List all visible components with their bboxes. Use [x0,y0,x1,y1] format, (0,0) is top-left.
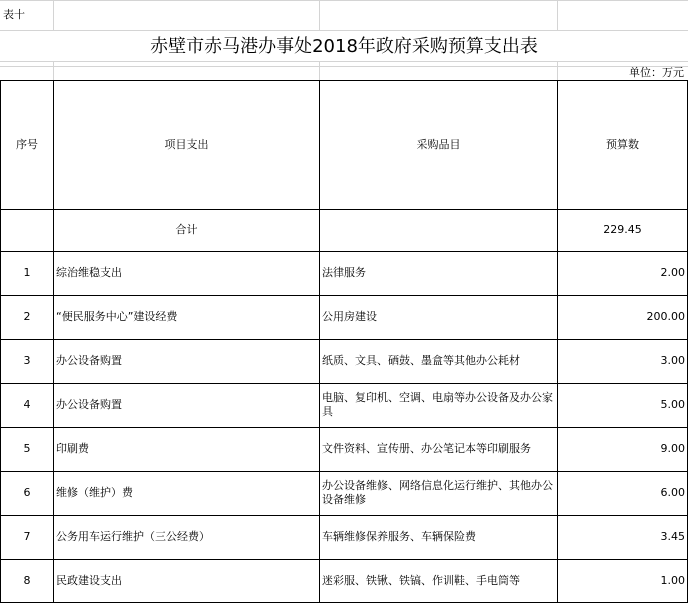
header-item: 项目支出 [164,138,209,151]
row-budget: 5.00 [660,398,685,411]
header-budget: 预算数 [606,138,639,151]
row-seq: 2 [23,310,31,323]
table-border [557,80,558,603]
header-seq: 序号 [16,138,38,151]
header-purchase: 采购品目 [416,138,461,151]
row-item: 办公设备购置 [56,354,122,367]
sheet-label: 表十 [3,8,25,21]
row-item: “便民服务中心”建设经费 [56,310,178,323]
gridline [53,61,54,80]
row-seq: 3 [23,354,31,367]
table-border [0,80,688,81]
gridline [0,61,688,62]
row-seq: 1 [23,266,31,279]
gridline [319,61,320,80]
sheet-title: 赤壁市赤马港办事处2018年政府采购预算支出表 [150,36,538,57]
row-budget: 9.00 [660,442,685,455]
table-border [0,209,688,210]
row-budget: 3.45 [660,530,685,543]
table-border [319,80,320,603]
row-budget: 3.00 [660,354,685,367]
row-budget: 1.00 [660,574,685,587]
unit-label: 单位：万元 [629,66,684,79]
row-item: 办公设备购置 [56,398,122,411]
row-seq: 6 [23,486,31,499]
row-purchase: 车辆维修保养服务、车辆保险费 [322,530,476,543]
row-budget: 2.00 [660,266,685,279]
total-label: 合计 [175,223,198,236]
row-budget: 6.00 [660,486,685,499]
table-border [53,80,54,603]
row-purchase: 公用房建设 [322,310,377,323]
table-border [0,559,688,560]
row-item: 维修（维护）费 [56,486,133,499]
table-border [0,383,688,384]
gridline [0,30,688,31]
gridline [557,0,558,31]
row-purchase: 文件资料、宣传册、办公笔记本等印刷服务 [322,442,531,455]
row-seq: 8 [23,574,31,587]
row-seq: 7 [23,530,31,543]
table-border [0,515,688,516]
row-budget: 200.00 [646,310,685,323]
gridline [557,61,558,80]
table-border [0,471,688,472]
row-seq: 4 [23,398,31,411]
row-purchase: 迷彩服、铁锹、铁镐、作训鞋、手电筒等 [322,574,520,587]
row-item: 印刷费 [56,442,89,455]
row-purchase: 法律服务 [322,266,366,279]
row-seq: 5 [23,442,31,455]
gridline [0,0,688,1]
table-border [0,80,1,603]
row-item: 综治维稳支出 [56,266,122,279]
table-border [0,295,688,296]
row-item: 公务用车运行维护（三公经费） [56,530,210,543]
row-purchase: 办公设备维修、网络信息化运行维护、其他办公设备维修 [322,479,553,506]
table-border [0,339,688,340]
row-purchase: 电脑、复印机、空调、电扇等办公设备及办公家具 [322,391,553,418]
table-border [0,251,688,252]
table-border [0,427,688,428]
gridline [319,0,320,31]
total-value: 229.45 [603,223,642,236]
row-item: 民政建设支出 [56,574,122,587]
gridline [53,0,54,31]
row-purchase: 纸质、文具、硒鼓、墨盒等其他办公耗材 [322,354,520,367]
